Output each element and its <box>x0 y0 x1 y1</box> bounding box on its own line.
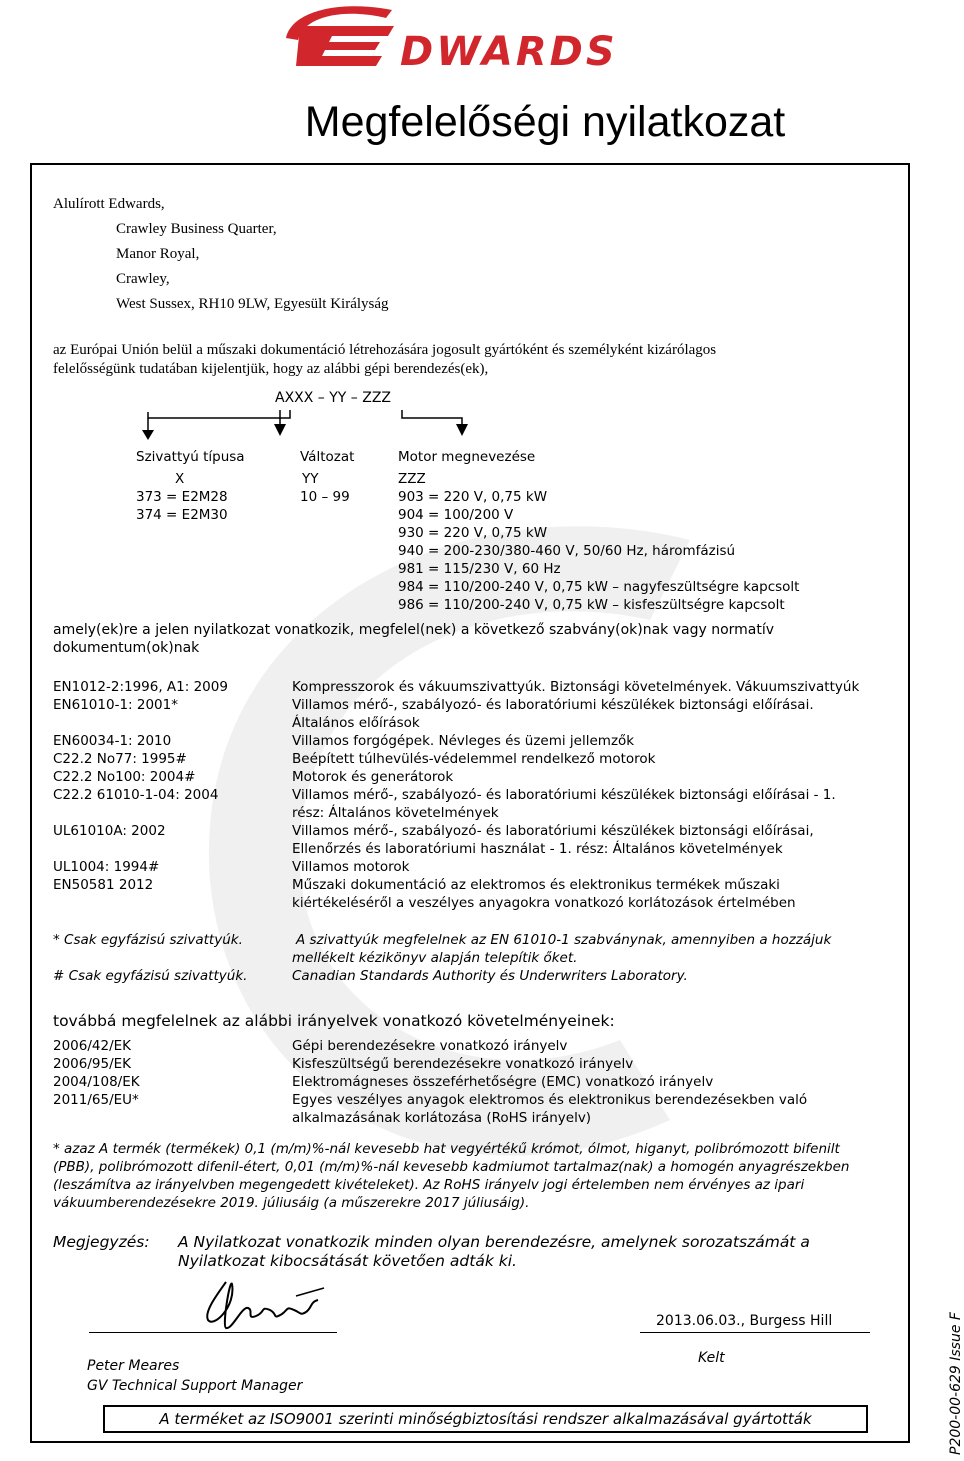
motor-item: 904 = 100/200 V <box>398 507 514 523</box>
pump-type-2: 374 = E2M30 <box>136 507 228 523</box>
model-code: AXXX – YY – ZZZ <box>275 390 392 406</box>
note-star-text: mellékelt kézikönyv alapján telepítik őket. <box>292 950 578 966</box>
standard-code: C22.2 61010-1-04: 2004 <box>53 787 219 803</box>
directive-code: 2004/108/EK <box>53 1074 140 1090</box>
motor-item: 986 = 110/200-240 V, 0,75 kW – kisfeszültségre kapcsolt <box>398 597 785 613</box>
intro-line-2: felelősségünk tudatában kijelentjük, hogy az alábbi gépi berendezés(ek), <box>53 361 489 377</box>
motor-item: 984 = 110/200-240 V, 0,75 kW – nagyfeszültségre kapcsolt <box>398 579 800 595</box>
date-line <box>640 1332 870 1333</box>
remark-label: Megjegyzés: <box>53 1233 150 1251</box>
address-line-5: West Sussex, RH10 9LW, Egyesült Királyság <box>116 296 389 312</box>
standard-code: EN50581 2012 <box>53 877 154 893</box>
remark-line: Nyilatkozat kibocsátását követően adták ki. <box>178 1252 517 1270</box>
directive-desc: Gépi berendezésekre vonatkozó irányelv <box>292 1038 568 1054</box>
directive-desc: Elektromágneses összeférhetőségre (EMC) vonatkozó irányelv <box>292 1074 714 1090</box>
rohs-note-line: (PBB), polibrómozott difenil-étert, 0,01 (m/m)%-nál kevesebb kadmiumot tartalmaz(nak) a homogén anyagrészekben <box>53 1159 850 1175</box>
model-code-arrows <box>130 404 490 440</box>
directives-heading: továbbá megfelelnek az alábbi irányelvek vonatkozó követelményeinek: <box>53 1012 615 1030</box>
note-star-label: * Csak egyfázisú szivattyúk. <box>53 932 243 948</box>
document-code: P200-00-629 Issue F <box>948 1312 964 1455</box>
standard-desc: rész: Általános követelmények <box>292 805 499 821</box>
page-title: Megfelelőségi nyilatkozat <box>304 98 786 146</box>
date-label: Kelt <box>698 1350 725 1366</box>
standard-desc: Kompresszorok és vákuumszivattyúk. Biztonsági követelmények. Vákuumszivattyúk <box>292 679 860 695</box>
standard-code: EN60034-1: 2010 <box>53 733 172 749</box>
motor-item: 940 = 200-230/380-460 V, 50/60 Hz, háromfázisú <box>398 543 736 559</box>
code-yy: YY <box>302 471 319 487</box>
header-motor: Motor megnevezése <box>398 449 536 465</box>
header-pump-type: Szivattyú típusa <box>136 449 245 465</box>
edwards-logo <box>282 4 628 75</box>
address-line-3: Manor Royal, <box>116 246 200 262</box>
standard-code: C22.2 No100: 2004# <box>53 769 196 785</box>
standard-desc: Műszaki dokumentáció az elektromos és elektronikus termékek műszaki <box>292 877 780 893</box>
directive-code: 2011/65/EU* <box>53 1092 139 1108</box>
standard-code: UL1004: 1994# <box>53 859 160 875</box>
rohs-note-line: (leszámítva az irányelvben megengedett kivételeket). Az RoHS irányelv jogi értelemben nem érvényes az ipari <box>53 1177 805 1193</box>
standard-desc: Villamos mérő-, szabályozó- és laboratóriumi készülékek biztonsági előírásai - 1. <box>292 787 836 803</box>
handwritten-signature <box>196 1276 336 1332</box>
note-star-text: A szivattyúk megfelelnek az EN 61010-1 szabványnak, amennyiben a hozzájuk <box>296 932 832 948</box>
motor-item: 930 = 220 V, 0,75 kW <box>398 525 548 541</box>
standard-desc: kiértékeléséről a veszélyes anyagokra vonatkozó korlátozások értelmében <box>292 895 796 911</box>
address-line-2: Crawley Business Quarter, <box>116 221 277 237</box>
motor-item: 981 = 115/230 V, 60 Hz <box>398 561 561 577</box>
signer-name: Peter Meares <box>87 1358 180 1374</box>
conformity-line-2: dokumentum(ok)nak <box>53 640 200 656</box>
standard-desc: Villamos mérő-, szabályozó- és laboratóriumi készülékek biztonsági előírásai. <box>292 697 814 713</box>
remark-line: A Nyilatkozat vonatkozik minden olyan berendezésre, amelynek sorozatszámát a <box>178 1233 810 1251</box>
address-line-4: Crawley, <box>116 271 170 287</box>
standard-desc: Motorok és generátorok <box>292 769 454 785</box>
standard-code: UL61010A: 2002 <box>53 823 166 839</box>
code-zzz: ZZZ <box>398 471 426 487</box>
standard-code: EN61010-1: 2001* <box>53 697 178 713</box>
directive-desc: Kisfeszültségű berendezésekre vonatkozó irányelv <box>292 1056 634 1072</box>
standard-desc: Villamos forgógépek. Névleges és üzemi jellemzők <box>292 733 635 749</box>
pump-type-1: 373 = E2M28 <box>136 489 228 505</box>
svg-text:DWARDS: DWARDS <box>400 29 618 75</box>
directive-desc: alkalmazásának korlátozása (RoHS irányelv) <box>292 1110 592 1126</box>
rohs-note-line: * azaz A termék (termékek) 0,1 (m/m)%-nál kevesebb hat vegyértékű krómot, ólmot, higanyt, polibrómozott bifenilt <box>53 1141 840 1157</box>
note-hash-label: # Csak egyfázisú szivattyúk. <box>53 968 248 984</box>
signature-line <box>89 1332 337 1333</box>
header-variant: Változat <box>300 449 355 465</box>
standard-code: EN1012-2:1996, A1: 2009 <box>53 679 228 695</box>
directive-desc: Egyes veszélyes anyagok elektromos és elektronikus berendezésekben való <box>292 1092 808 1108</box>
directive-code: 2006/42/EK <box>53 1038 132 1054</box>
intro-line-1: az Európai Unión belül a műszaki dokumentáció létrehozására jogosult gyártóként és személyként kizárólagos <box>53 342 717 358</box>
motor-item: 903 = 220 V, 0,75 kW <box>398 489 548 505</box>
code-x: X <box>175 471 185 487</box>
conformity-line-1: amely(ek)re a jelen nyilatkozat vonatkozik, megfelel(nek) a következő szabvány(ok)nak vagy normatív <box>53 622 775 638</box>
date-place: 2013.06.03., Burgess Hill <box>656 1313 833 1329</box>
variant-range: 10 – 99 <box>300 489 350 505</box>
note-hash-text: Canadian Standards Authority és Underwriters Laboratory. <box>292 968 688 984</box>
footer-text: A terméket az ISO9001 szerinti minőségbiztosítási rendszer alkalmazásával gyártották <box>159 1410 812 1428</box>
signer-role: GV Technical Support Manager <box>87 1378 303 1394</box>
standard-desc: Ellenőrzés és laboratóriumi használat - 1. rész: Általános követelmények <box>292 841 783 857</box>
standard-desc: Villamos motorok <box>292 859 410 875</box>
address-line-1: Alulírott Edwards, <box>53 196 165 212</box>
standard-code: C22.2 No77: 1995# <box>53 751 187 767</box>
standard-desc: Villamos mérő-, szabályozó- és laboratóriumi készülékek biztonsági előírásai, <box>292 823 814 839</box>
directive-code: 2006/95/EK <box>53 1056 132 1072</box>
rohs-note-line: vákuumberendezésekre 2019. júliusáig (a műszerekre 2017 júliusáig). <box>53 1195 530 1211</box>
standard-desc: Általános előírások <box>292 715 420 731</box>
standard-desc: Beépített túlhevülés-védelemmel rendelkező motorok <box>292 751 656 767</box>
footer-box <box>103 1405 868 1433</box>
